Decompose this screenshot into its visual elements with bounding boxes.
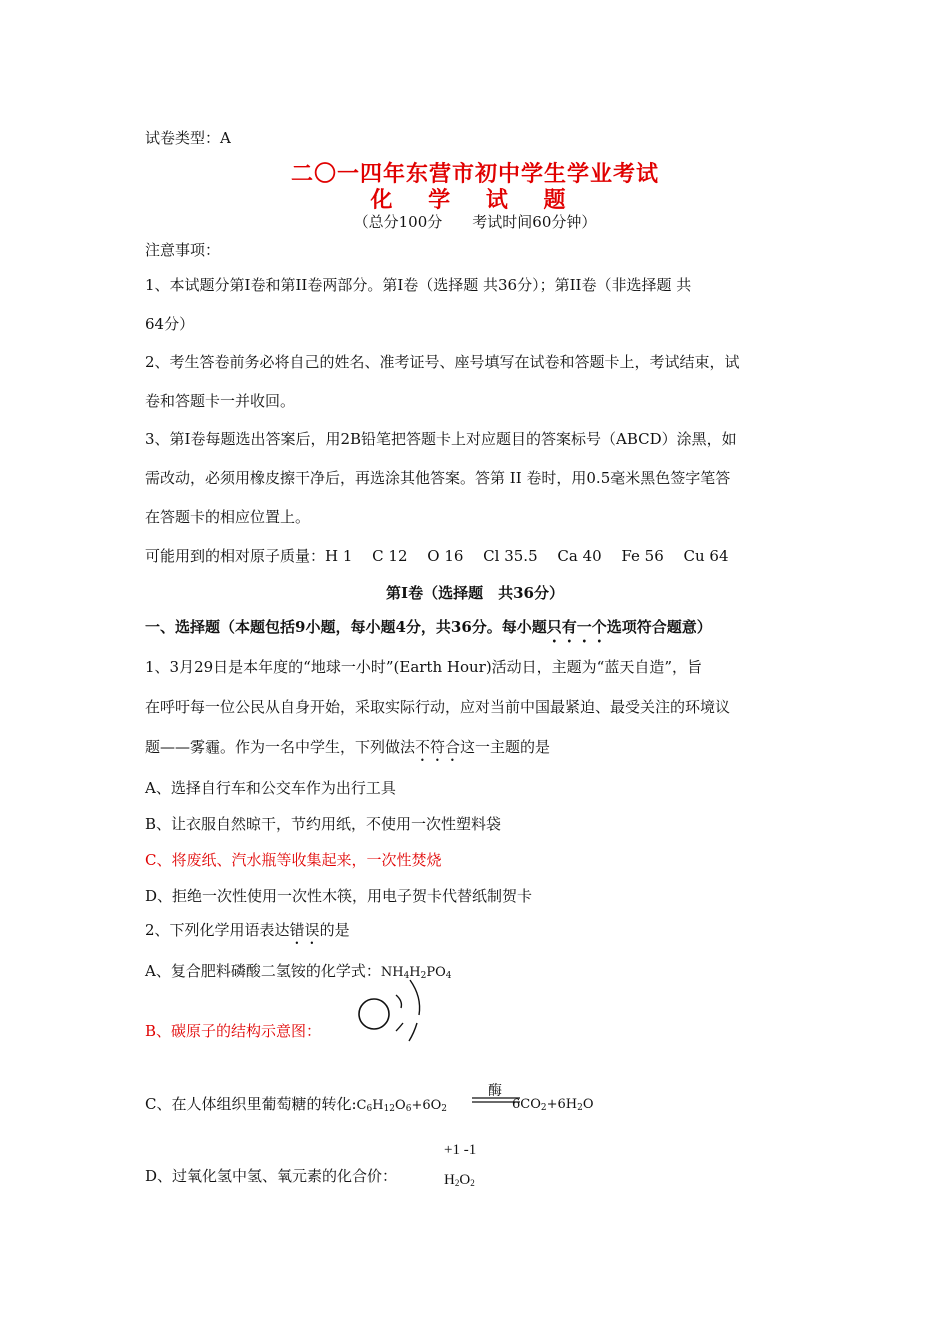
note-1-line-1: 1、本试题分第Ⅰ卷和第II卷两部分。第Ⅰ卷（选择题 共36分）；第II卷（非选择题 共 bbox=[145, 276, 692, 294]
products: $6CO_2+6H_2O$ bbox=[512, 1097, 594, 1113]
page-title: 二〇一四年东营市初中学生学业考试 bbox=[290, 161, 659, 187]
inner-shell-arc bbox=[396, 995, 401, 1008]
q2-stem bbox=[145, 920, 350, 948]
instruction-emphasis: 只有一个 bbox=[546, 618, 607, 636]
q1-option-a: A、选择自行车和公交车作为出行工具 bbox=[145, 779, 396, 797]
formula-h2o2: $H_2O_2$ bbox=[444, 1172, 475, 1188]
outer-shell-arc bbox=[410, 980, 420, 1015]
reactants: $C_6H_{12}O_6+6O_2$ bbox=[356, 1098, 447, 1114]
subject-title: 化 学 试 题 bbox=[370, 187, 580, 213]
enzyme-condition: 酶 bbox=[488, 1083, 502, 1099]
q2-option-c-label: C、在人体组织里葡萄糖的转化: bbox=[145, 1095, 357, 1113]
q2-stem-text: 2、下列化学用语表达 bbox=[145, 921, 290, 939]
q2-option-c bbox=[145, 1094, 447, 1119]
q1-line-3 bbox=[145, 737, 550, 765]
note-2-line-2: 卷和答题卡一并收回。 bbox=[145, 392, 296, 410]
q1-option-b: B、让衣服自然晾干，节约用纸，不使用一次性塑料袋 bbox=[145, 815, 502, 833]
valence-labels: +1 -1 bbox=[444, 1142, 477, 1158]
q1-option-d: D、拒绝一次性使用一次性木筷，用电子贺卡代替纸制贺卡 bbox=[145, 887, 533, 905]
section-1-heading: 第Ⅰ卷（选择题 共36分） bbox=[386, 584, 564, 602]
note-3-line-1: 3、第Ⅰ卷每题选出答案后，用2B铅笔把答题卡上对应题目的答案标号（ABCD）涂黑，如 bbox=[145, 430, 737, 448]
q2-option-a-label: A、复合肥料磷酸二氢铵的化学式： bbox=[145, 962, 381, 980]
atomic-masses: 可能用到的相对原子质量：H 1 C 12 O 16 Cl 35.5 Ca 40 Fe 56 Cu 64 bbox=[145, 547, 729, 565]
q1-line-2: 在呼吁每一位公民从自身开始，采取实际行动，应对当前中国最紧迫、最受关注的环境议 bbox=[145, 698, 731, 716]
nucleus-circle bbox=[359, 999, 389, 1029]
instruction-text-end: 选项符合题意） bbox=[606, 618, 712, 636]
instruction-text: 一、选择题（本题包括9小题，每小题4分，共36分。每小题 bbox=[145, 618, 547, 636]
q2-stem-end: 的是 bbox=[319, 921, 350, 939]
note-1-line-2: 64分） bbox=[145, 315, 195, 333]
note-3-line-2: 需改动，必须用橡皮擦干净后，再选涂其他答案。答第 II 卷时，用0.5毫米黑色签字笔答 bbox=[145, 469, 731, 487]
q2-option-d: D、过氧化氢中氢、氧元素的化合价： bbox=[145, 1167, 398, 1185]
q1-emphasis: 不符合 bbox=[415, 738, 461, 756]
section-1-instruction bbox=[145, 617, 712, 646]
outer-shell-arc-lower bbox=[409, 1023, 417, 1041]
q1-line-3-end: 这一主题的是 bbox=[460, 738, 551, 756]
exam-info: （总分100分 考试时间60分钟） bbox=[353, 213, 597, 231]
note-3-line-3: 在答题卡的相应位置上。 bbox=[145, 508, 311, 526]
q1-option-c: C、将废纸、汽水瓶等收集起来，一次性焚烧 bbox=[145, 851, 442, 869]
inner-shell-arc-lower bbox=[396, 1023, 403, 1031]
q1-line-1: 1、3月29日是本年度的“地球一小时”(Earth Hour)活动日，主题为“蓝天自造”，旨 bbox=[145, 658, 703, 676]
formula-nh4h2po4: $NH_4H_2PO_4$ bbox=[380, 965, 452, 981]
paper-type: 试卷类型：A bbox=[145, 129, 231, 147]
carbon-atom-diagram bbox=[350, 975, 440, 1045]
q2-option-b: B、碳原子的结构示意图： bbox=[145, 1022, 322, 1040]
notes-heading: 注意事项： bbox=[145, 241, 221, 259]
q1-line-3-text: 题——雾霾。作为一名中学生，下列做法 bbox=[145, 738, 416, 756]
note-2-line-1: 2、考生答卷前务必将自己的姓名、准考证号、座号填写在试卷和答题卡上，考试结束，试 bbox=[145, 353, 740, 371]
q2-emphasis: 错误 bbox=[289, 921, 320, 939]
